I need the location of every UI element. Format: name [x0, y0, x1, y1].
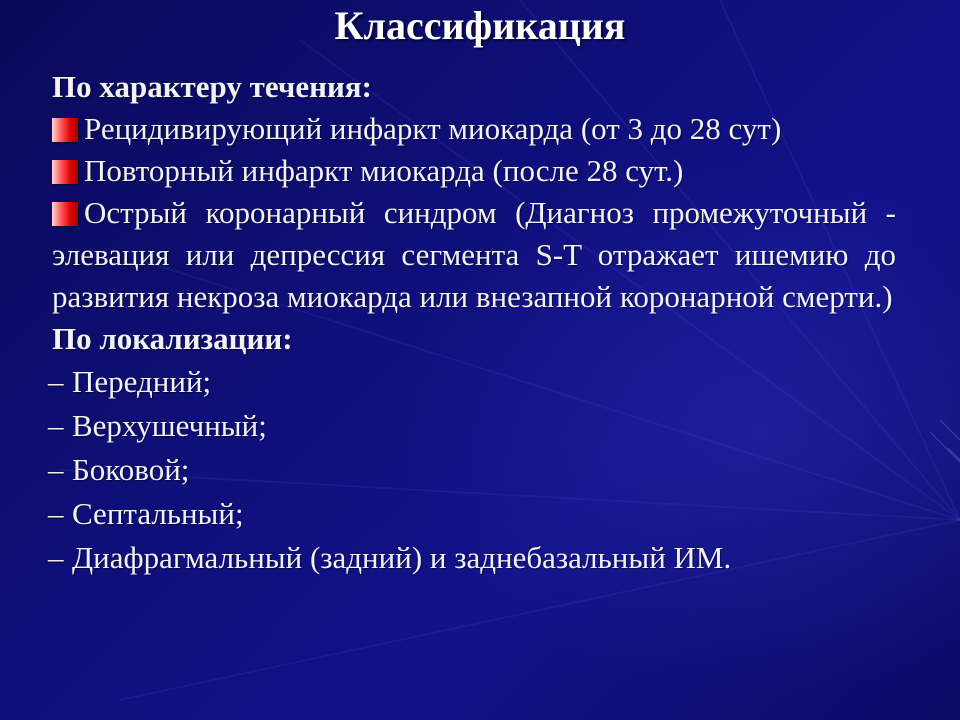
list-item: Повторный инфаркт миокарда (после 28 сут.): [52, 150, 896, 192]
slide-content: [48, 66, 896, 580]
dash-bullet-icon: –: [48, 364, 64, 399]
section-heading-course: По характеру течения:: [52, 69, 372, 104]
slide-title: Классификация: [334, 3, 626, 48]
red-square-bullet-icon: [52, 160, 78, 184]
list-item: – Верхушечный;: [52, 404, 896, 448]
red-square-bullet-icon: [52, 202, 78, 226]
list-item: – Септальный;: [52, 492, 896, 536]
dash-bullet-icon: –: [48, 540, 64, 575]
list-item: – Передний;: [52, 360, 896, 404]
list-item: – Боковой;: [52, 448, 896, 492]
list-item: Острый коронарный синдром (Диагноз промежуточный - элевация или депрессия сегмента S-T отражает ишемию до развития некроза миокарда или внезапной коронарной смерти.): [52, 195, 896, 314]
list-item: – Диафрагмальный (задний) и заднебазальный ИМ.: [52, 536, 896, 580]
red-square-bullet-icon: [52, 118, 78, 142]
section-heading-localization: По локализации:: [52, 321, 293, 356]
dash-bullet-icon: –: [48, 452, 64, 487]
dash-bullet-icon: –: [48, 496, 64, 531]
dash-bullet-icon: –: [48, 408, 64, 443]
list-item: Рецидивирующий инфаркт миокарда (от 3 до 28 сут): [52, 108, 896, 150]
